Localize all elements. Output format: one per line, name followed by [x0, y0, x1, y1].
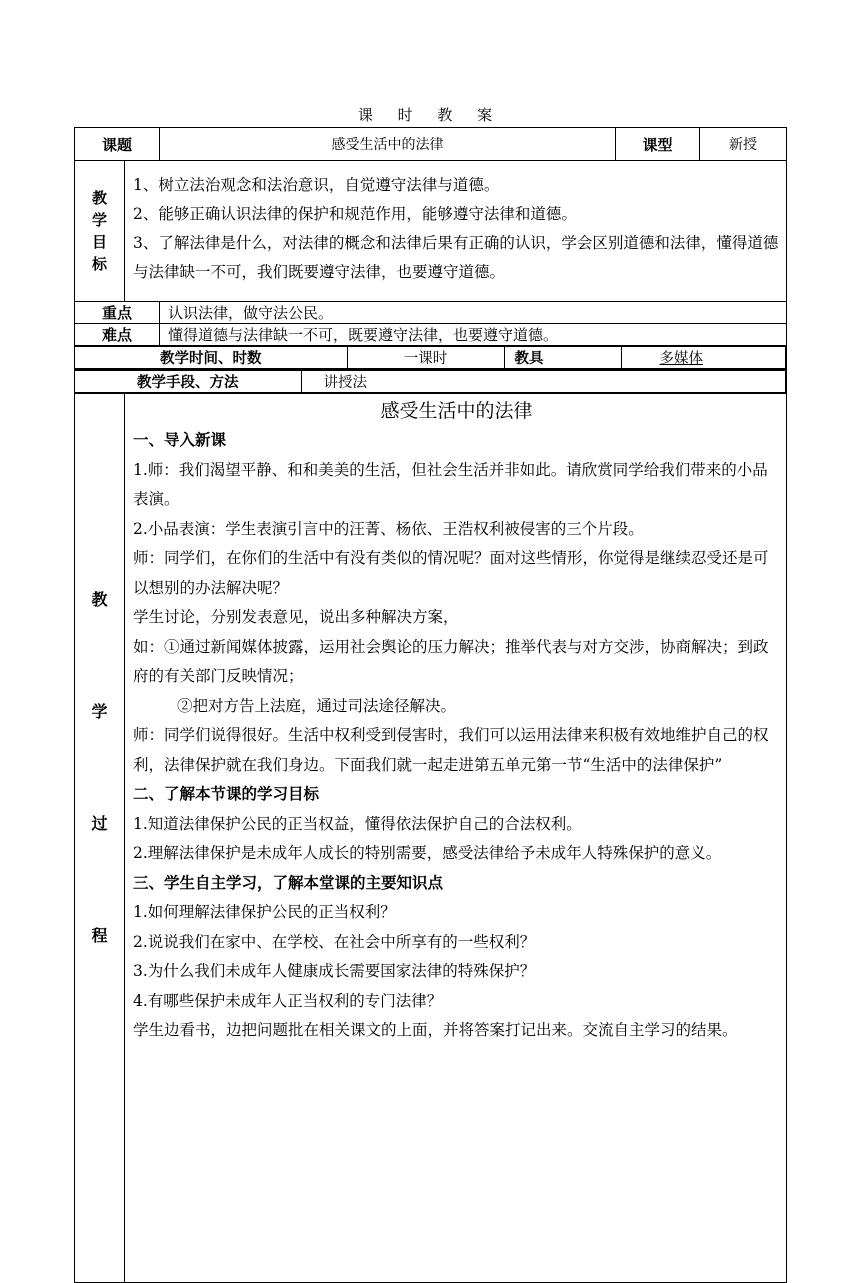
process-label-char: 过: [91, 814, 108, 833]
goals-label: [75, 161, 125, 302]
goals-label-char: 学: [91, 211, 107, 229]
topic-row: [75, 128, 787, 161]
tools-label: 教具: [504, 347, 621, 369]
type-value: 新授: [700, 128, 787, 161]
goal-item: 1、树立法治观念和法治意识，自觉遵守法律与道德。: [133, 176, 500, 194]
difficulty-value: 懂得道德与法律缺一不可，既要遵守法律，也要遵守道德。: [160, 324, 787, 346]
goals-label-char: 教: [91, 189, 107, 207]
goals-row: [75, 161, 787, 302]
key-point-label: 重点: [75, 302, 160, 324]
method-label: 教学手段、方法: [75, 371, 301, 393]
difficulty-row: [75, 324, 787, 346]
goals-label-char: 标: [91, 255, 107, 273]
section-paragraph: ②把对方告上法庭，通过司法途径解决。: [177, 696, 457, 715]
topic-label: 课题: [75, 128, 160, 161]
section-paragraph: 师：同学们说得很好。生活中权利受到侵害时，我们可以运用法律来积极有效地维护自己的权利，法律保护就在我们身边。下面我们就一起走进第五单元第一节“生活中的法律保护”: [133, 726, 769, 774]
page-title: 课 时 教 案: [357, 106, 503, 124]
time-row: [75, 346, 787, 370]
topic-value: 感受生活中的法律: [160, 128, 616, 161]
process-label-char: 学: [91, 702, 108, 721]
section-paragraph: 2.小品表演：学生表演引言中的汪菁、杨依、王浩权利被侵害的三个片段。: [133, 519, 644, 538]
process-title: 感受生活中的法律: [380, 400, 533, 422]
process-content: [125, 394, 787, 1283]
section-paragraph: 如：①通过新闻媒体披露，运用社会舆论的压力解决；推举代表与对方交涉，协商解决；到政府的有关部门反映情况；: [133, 637, 769, 685]
section-heading: 三、学生自主学习，了解本堂课的主要知识点: [133, 873, 444, 892]
section-paragraph: 1.如何理解法律保护公民的正当权利？: [133, 903, 396, 921]
process-label-char: 程: [91, 926, 108, 945]
goals-content: [125, 161, 787, 302]
key-point-value: 认识法律，做守法公民。: [160, 302, 787, 324]
tools-value: 多媒体: [659, 351, 704, 367]
section-paragraph: 学生边看书，边把问题批在相关课文的上面，并将答案打记出来。交流自主学习的结果。: [133, 1021, 738, 1039]
section-paragraph: 1.知道法律保护公民的正当权益，懂得依法保护自己的合法权利。: [133, 814, 582, 833]
difficulty-label: 难点: [75, 324, 160, 346]
section-paragraph: 2.说说我们在家中、在学校、在社会中所享有的一些权利？: [133, 932, 536, 951]
section-paragraph: 2.理解法律保护是未成年人成长的特别需要，感受法律给予未成年人特殊保护的意义。: [133, 844, 722, 862]
section-heading: 二、了解本节课的学习目标: [133, 785, 320, 803]
goals-label-char: 目: [91, 233, 107, 251]
section-paragraph: 3.为什么我们未成年人健康成长需要国家法律的特殊保护？: [133, 962, 536, 980]
process-label-char: 教: [91, 590, 108, 609]
section-paragraph: 学生讨论，分别发表意见，说出多种解决方案，: [133, 608, 459, 626]
type-label: 课型: [616, 128, 700, 161]
key-point-row: [75, 302, 787, 324]
lesson-plan-table: [74, 127, 787, 1283]
time-value: 一课时: [347, 347, 504, 369]
time-label: 教学时间、时数: [75, 347, 347, 369]
method-value: 讲授法: [301, 371, 786, 393]
process-label: [75, 394, 125, 1283]
process-row: [75, 394, 787, 1283]
process-sections: [133, 426, 780, 1046]
section-heading: 一、导入新课: [133, 431, 227, 449]
goal-item: 3、了解法律是什么，对法律的概念和法律后果有正确的认识，学会区别道德和法律，懂得道德与法律缺一不可，我们既要遵守法律，也要遵守道德。: [133, 234, 779, 281]
section-paragraph: 师：同学们，在你们的生活中有没有类似的情况呢？面对这些情形，你觉得是继续忍受还是可以想别的办法解决呢？: [133, 549, 769, 597]
section-paragraph: 4.有哪些保护未成年人正当权利的专门法律？: [133, 991, 443, 1010]
method-row: [75, 370, 787, 394]
section-paragraph: 1.师：我们渴望平静、和和美美的生活，但社会生活并非如此。请欣赏同学给我们带来的小品表演。: [133, 460, 768, 508]
goal-item: 2、能够正确认识法律的保护和规范作用，能够遵守法律和道德。: [133, 205, 577, 223]
